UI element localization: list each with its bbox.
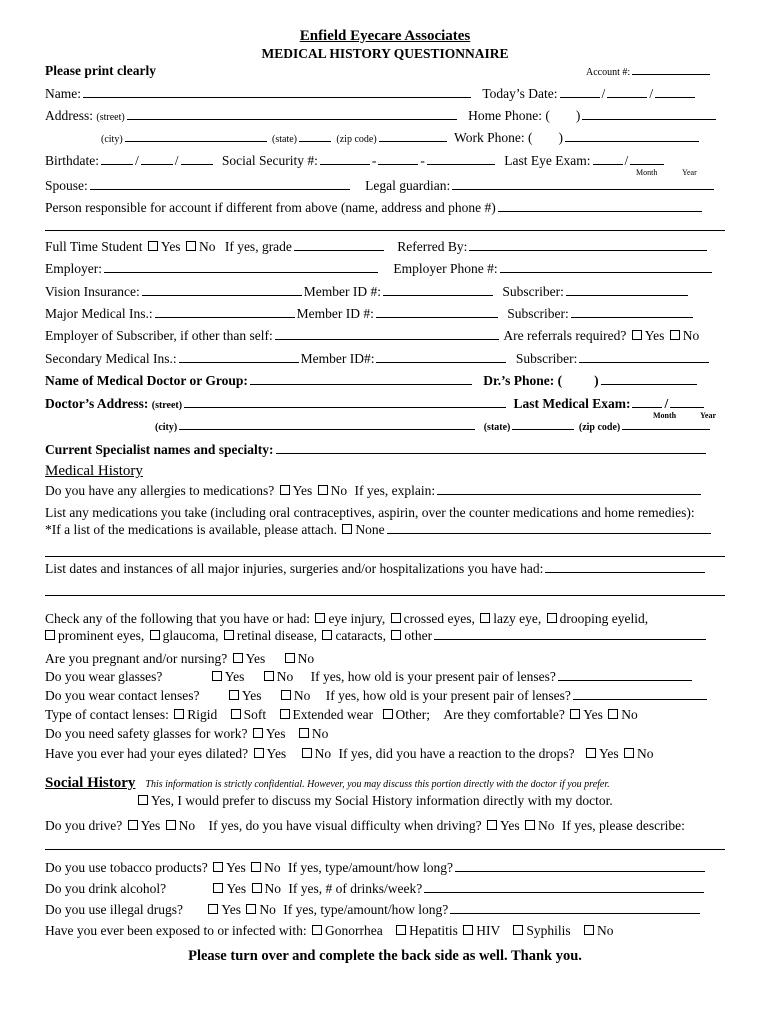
contacts-age-input[interactable] — [573, 687, 707, 700]
member-id2-label: Member ID#: — [300, 351, 375, 366]
drugs-detail-label: If yes, type/amount/how long? — [283, 902, 449, 917]
drive-yes-checkbox[interactable] — [128, 820, 138, 830]
doctor-street-hint: (street) — [151, 400, 183, 411]
name-label: Name: — [45, 86, 81, 101]
city-input[interactable] — [125, 132, 267, 142]
contacts-yes-checkbox[interactable] — [229, 690, 239, 700]
today-date-label: Today’s Date: — [482, 86, 558, 101]
prominent-eyes-checkbox[interactable] — [45, 630, 55, 640]
meds-none-checkbox[interactable] — [342, 524, 352, 534]
allergies-yes-checkbox[interactable] — [280, 485, 290, 495]
glasses-no-checkbox[interactable] — [264, 671, 274, 681]
reaction-question: If yes, did you have a reaction to the drops? — [338, 746, 575, 761]
drive-no-checkbox[interactable] — [166, 820, 176, 830]
today-day-input[interactable] — [607, 85, 647, 98]
social-history-heading: Social History — [45, 775, 136, 791]
lazy-eye-checkbox[interactable] — [480, 613, 490, 623]
spouse-row — [45, 177, 725, 194]
meds-note: *If a list of the medications is available, please attach. — [45, 522, 338, 537]
doctor-state-hint: (state) — [483, 422, 511, 433]
major-member-id-input[interactable] — [376, 305, 498, 318]
safety-row: Do you need safety glasses for work? Yes No — [45, 726, 329, 741]
drive-row: Do you drive? Yes No If yes, do you have visual difficulty when driving? Yes No If yes, please describe: — [45, 818, 685, 833]
comfortable-question: Are they comfortable? — [443, 707, 565, 722]
address-row: Address: (street) Home Phone: ( ) — [45, 107, 725, 126]
specialist-row — [45, 441, 725, 458]
birth-month-input[interactable] — [101, 152, 133, 165]
visual-difficulty-yes-checkbox[interactable] — [487, 820, 497, 830]
ssn-label: Social Security #: — [221, 153, 318, 168]
hepatitis-checkbox[interactable] — [396, 925, 406, 935]
secondary-label: Secondary Medical Ins.: — [45, 351, 177, 366]
glasses-yes-checkbox[interactable] — [212, 671, 222, 681]
exposed-row: Have you ever been exposed to or infected with: Gonorrhea Hepatitis HIV Syphilis No — [45, 923, 614, 938]
work-phone-label: Work Phone: ( — [454, 130, 533, 145]
city-hint: (city) — [101, 134, 123, 145]
safety-no-checkbox[interactable] — [299, 728, 309, 738]
responsible-row — [45, 199, 725, 216]
tobacco-detail-input[interactable] — [455, 859, 705, 872]
specialist-label: Current Specialist names and specialty: — [45, 442, 274, 457]
reaction-no-checkbox[interactable] — [624, 748, 634, 758]
dilated-row: Have you ever had your eyes dilated? Yes No If yes, did you have a reaction to the drops? Yes No — [45, 746, 654, 761]
allergies-explain-input[interactable] — [437, 482, 701, 495]
student-no-checkbox[interactable] — [186, 241, 196, 251]
year-hint-2: Year — [700, 411, 716, 420]
today-month-input[interactable] — [560, 85, 600, 98]
doctor-city-row — [45, 419, 725, 436]
dr-phone-label: Dr.’s Phone: ( — [483, 373, 563, 388]
last-exam-year-input[interactable] — [630, 152, 664, 165]
account-field[interactable] — [586, 65, 712, 78]
other-condition-input[interactable] — [434, 627, 706, 640]
glasses-question: Do you wear glasses? — [45, 669, 163, 684]
allergies-row: Do you have any allergies to medications? Yes No If yes, explain: — [45, 482, 725, 499]
injuries-row — [45, 560, 725, 577]
member-id-label: Member ID #: — [303, 284, 382, 299]
secondary-member-id-input[interactable] — [376, 350, 506, 363]
eye-injury-checkbox[interactable] — [315, 613, 325, 623]
home-phone-input[interactable] — [582, 107, 716, 120]
alcohol-detail-label: If yes, # of drinks/week? — [288, 881, 423, 896]
glasses-age-question: If yes, how old is your present pair of lenses? — [310, 669, 556, 684]
secondary-input[interactable] — [179, 350, 299, 363]
vision-member-id-input[interactable] — [383, 283, 493, 296]
guardian-input[interactable] — [452, 177, 714, 190]
referred-label: Referred By: — [397, 239, 468, 254]
allergies-question: Do you have any allergies to medications? — [45, 483, 275, 498]
month-hint: Month — [636, 168, 658, 177]
zip-hint: (zip code) — [336, 134, 377, 145]
specialist-input[interactable] — [276, 441, 706, 454]
vision-ins-label: Vision Insurance: — [45, 284, 140, 299]
major-med-input[interactable] — [155, 305, 295, 318]
major-med-label: Major Medical Ins.: — [45, 306, 153, 321]
employer-label: Employer: — [45, 261, 102, 276]
social-history-header — [45, 774, 610, 792]
reaction-yes-checkbox[interactable] — [586, 748, 596, 758]
hiv-checkbox[interactable] — [463, 925, 473, 935]
pregnant-no-checkbox[interactable] — [285, 653, 295, 663]
drooping-eyelid-checkbox[interactable] — [547, 613, 557, 623]
soft-checkbox[interactable] — [231, 709, 241, 719]
doctor-state-input[interactable] — [512, 420, 574, 430]
alcohol-yes-checkbox[interactable] — [213, 883, 223, 893]
drugs-yes-checkbox[interactable] — [208, 904, 218, 914]
vision-subscriber-input[interactable] — [566, 283, 688, 296]
state-hint: (state) — [272, 134, 298, 145]
tobacco-yes-checkbox[interactable] — [213, 862, 223, 872]
tobacco-detail-label: If yes, type/amount/how long? — [288, 860, 453, 875]
exposed-question: Have you ever been exposed to or infected with: — [45, 923, 307, 938]
responsible-label: Person responsible for account if different from above (name, address and phone #) — [45, 200, 496, 215]
retinal-disease-checkbox[interactable] — [224, 630, 234, 640]
guardian-label: Legal guardian: — [365, 178, 451, 193]
extended-wear-checkbox[interactable] — [280, 709, 290, 719]
grade-input[interactable] — [294, 238, 384, 251]
describe-label: If yes, please describe: — [561, 818, 685, 833]
conditions-intro: Check any of the following that you have or had: — [45, 611, 311, 626]
safety-question: Do you need safety glasses for work? — [45, 726, 248, 741]
employer-sub-input[interactable] — [275, 327, 499, 340]
injuries-question: List dates and instances of all major injuries, surgeries and/or hospitalizations you have had: — [45, 561, 544, 576]
drugs-row: Do you use illegal drugs? Yes No If yes, type/amount/how long? — [45, 901, 725, 918]
glasses-age-input[interactable] — [558, 668, 692, 681]
employer-row — [45, 260, 725, 277]
referred-input[interactable] — [469, 238, 707, 251]
meds-input[interactable] — [387, 521, 711, 534]
alcohol-row: Do you drink alcohol? Yes No If yes, # of drinks/week? — [45, 880, 725, 897]
zip-input[interactable] — [379, 132, 447, 142]
tobacco-no-checkbox[interactable] — [251, 862, 261, 872]
birthdate-row: Birthdate: / / Social Security #: - - Last Eye Exam: / — [45, 152, 725, 169]
doctor-address-row: Doctor’s Address: (street) Last Medical Exam: / — [45, 395, 725, 414]
ssn-part2-input[interactable] — [378, 152, 418, 165]
month-hint-2: Month — [653, 411, 677, 420]
dr-phone-input[interactable] — [601, 372, 697, 385]
student-yes-checkbox[interactable] — [148, 241, 158, 251]
account-label: Account #: — [586, 67, 631, 78]
major-med-row — [45, 305, 725, 322]
student-label: Full Time Student — [45, 239, 143, 254]
last-medical-month-input[interactable] — [632, 395, 662, 408]
confidential-note: This information is strictly confidential. However, you may discuss this portion directly with the doctor if you prefer. — [145, 779, 610, 790]
subscriber-label: Subscriber: — [502, 284, 564, 299]
conditions-row-1: Check any of the following that you have or had: eye injury, crossed eyes, lazy eye, drooping eyelid, — [45, 611, 649, 626]
last-eye-exam-label: Last Eye Exam: — [504, 153, 591, 168]
drive-question: Do you drive? — [45, 818, 123, 833]
birth-day-input[interactable] — [141, 152, 173, 165]
contacts-age-question: If yes, how old is your present pair of lenses? — [325, 688, 571, 703]
address-label: Address: — [45, 108, 93, 123]
street-hint: (street) — [96, 112, 125, 123]
pregnant-yes-checkbox[interactable] — [233, 653, 243, 663]
member-id-label-2: Member ID #: — [296, 306, 374, 321]
form-title: MEDICAL HISTORY QUESTIONNAIRE — [261, 46, 509, 61]
name-input[interactable] — [83, 85, 471, 98]
crossed-eyes-checkbox[interactable] — [391, 613, 401, 623]
employer-sub-row: Employer of Subscriber, if other than self: Are referrals required? Yes No — [45, 328, 700, 343]
other-type-checkbox[interactable] — [383, 709, 393, 719]
birthdate-label: Birthdate: — [45, 153, 99, 168]
vision-ins-input[interactable] — [142, 283, 302, 296]
employer-phone-label: Employer Phone #: — [393, 261, 498, 276]
grade-label: If yes, grade — [224, 239, 292, 254]
meds-extra-line[interactable] — [45, 556, 725, 557]
doctor-label: Name of Medical Doctor or Group: — [45, 373, 248, 388]
vision-ins-row — [45, 283, 725, 300]
last-exam-month-input[interactable] — [593, 152, 623, 165]
subscriber-label-3: Subscriber: — [515, 351, 578, 366]
tobacco-question: Do you use tobacco products? — [45, 860, 208, 875]
pregnant-row: Are you pregnant and/or nursing? Yes No — [45, 651, 315, 666]
safety-yes-checkbox[interactable] — [253, 728, 263, 738]
conditions-row-2: prominent eyes, glaucoma, retinal disease, cataracts, other — [45, 627, 725, 644]
student-row: Full Time Student Yes No If yes, grade Referred By: — [45, 238, 725, 255]
drugs-no-checkbox[interactable] — [246, 904, 256, 914]
cataracts-checkbox[interactable] — [322, 630, 332, 640]
street-input[interactable] — [127, 107, 457, 120]
referrals-yes-checkbox[interactable] — [632, 330, 642, 340]
medical-history-heading: Medical History — [45, 463, 143, 479]
doctor-row: Name of Medical Doctor or Group: Dr.’s Phone: ( ) — [45, 372, 725, 389]
employer-sub-label: Employer of Subscriber, if other than self: — [45, 328, 273, 343]
home-phone-label: Home Phone: ( — [468, 108, 550, 123]
glasses-row: Do you wear glasses? Yes No If yes, how old is your present pair of lenses? — [45, 668, 725, 685]
doctor-city-input[interactable] — [179, 420, 475, 430]
last-medical-year-input[interactable] — [670, 395, 704, 408]
meds-row: *If a list of the medications is available, please attach. None — [45, 521, 725, 538]
contact-type-question: Type of contact lenses: — [45, 707, 169, 722]
contacts-row: Do you wear contact lenses? Yes No If yes, how old is your present pair of lenses? — [45, 687, 725, 704]
visual-difficulty-question: If yes, do you have visual difficulty when driving? — [208, 818, 482, 833]
contacts-question: Do you wear contact lenses? — [45, 688, 200, 703]
drugs-question: Do you use illegal drugs? — [45, 902, 183, 917]
spouse-label: Spouse: — [45, 178, 88, 193]
alcohol-detail-input[interactable] — [424, 880, 704, 893]
dilated-no-checkbox[interactable] — [302, 748, 312, 758]
responsible-extra-line[interactable] — [45, 230, 725, 231]
alcohol-question: Do you drink alcohol? — [45, 881, 167, 896]
print-note: Please print clearly — [45, 63, 156, 78]
dilated-question: Have you ever had your eyes dilated? — [45, 746, 249, 761]
pregnant-question: Are you pregnant and/or nursing? — [45, 651, 228, 666]
gonorrhea-checkbox[interactable] — [312, 925, 322, 935]
city-row: (city) (state) (zip code) Work Phone: ( ) — [45, 129, 725, 148]
allergies-no-checkbox[interactable] — [318, 485, 328, 495]
closing-note: Please turn over and complete the back side as well. Thank you. — [188, 948, 582, 964]
referrals-no-checkbox[interactable] — [670, 330, 680, 340]
today-year-input[interactable] — [655, 85, 695, 98]
secondary-subscriber-input[interactable] — [579, 350, 709, 363]
alcohol-no-checkbox[interactable] — [252, 883, 262, 893]
comfortable-no-checkbox[interactable] — [608, 709, 618, 719]
exposed-none-checkbox[interactable] — [584, 925, 594, 935]
state-input[interactable] — [299, 132, 331, 142]
dilated-yes-checkbox[interactable] — [254, 748, 264, 758]
syphilis-checkbox[interactable] — [513, 925, 523, 935]
name-row: Name: Today’s Date: / / — [45, 85, 725, 102]
glaucoma-checkbox[interactable] — [150, 630, 160, 640]
other-condition-checkbox[interactable] — [391, 630, 401, 640]
work-phone-input[interactable] — [565, 129, 699, 142]
subscriber-label-2: Subscriber: — [507, 306, 569, 321]
doctor-zip-hint: (zip code) — [578, 422, 621, 433]
birth-year-input[interactable] — [181, 152, 213, 165]
tobacco-row: Do you use tobacco products? Yes No If yes, type/amount/how long? — [45, 859, 725, 876]
prefer-discuss-row: Yes, I would prefer to discuss my Social History information directly with my doctor. — [136, 793, 613, 809]
doctor-address-label: Doctor’s Address: — [45, 396, 149, 411]
visual-difficulty-no-checkbox[interactable] — [525, 820, 535, 830]
responsible-input[interactable] — [498, 199, 702, 212]
ssn-part1-input[interactable] — [320, 152, 370, 165]
doctor-input[interactable] — [250, 372, 472, 385]
employer-input[interactable] — [104, 260, 378, 273]
major-subscriber-input[interactable] — [571, 305, 693, 318]
comfortable-yes-checkbox[interactable] — [570, 709, 580, 719]
last-medical-label: Last Medical Exam: — [513, 396, 631, 411]
clinic-name: Enfield Eyecare Associates — [299, 28, 471, 44]
contacts-no-checkbox[interactable] — [281, 690, 291, 700]
contact-type-row: Type of contact lenses: Rigid Soft Extended wear Other; Are they comfortable? Yes No — [45, 707, 638, 722]
doctor-street-input[interactable] — [184, 395, 506, 408]
injuries-input[interactable] — [545, 560, 705, 573]
spouse-input[interactable] — [90, 177, 350, 190]
describe-line[interactable] — [45, 849, 725, 850]
prefer-discuss-checkbox[interactable] — [138, 795, 148, 805]
ssn-part3-input[interactable] — [427, 152, 495, 165]
injuries-extra-line[interactable] — [45, 595, 725, 596]
drugs-detail-input[interactable] — [450, 901, 700, 914]
secondary-row — [45, 350, 725, 367]
meds-question: List any medications you take (including oral contraceptives, aspirin, over the counter medications and home remedies): — [45, 505, 695, 520]
allergies-explain-label: If yes, explain: — [354, 483, 436, 498]
doctor-zip-input[interactable] — [622, 420, 710, 430]
referrals-label: Are referrals required? — [503, 328, 627, 343]
year-hint: Year — [682, 168, 697, 177]
rigid-checkbox[interactable] — [174, 709, 184, 719]
doctor-city-hint: (city) — [155, 422, 178, 433]
employer-phone-input[interactable] — [500, 260, 712, 273]
